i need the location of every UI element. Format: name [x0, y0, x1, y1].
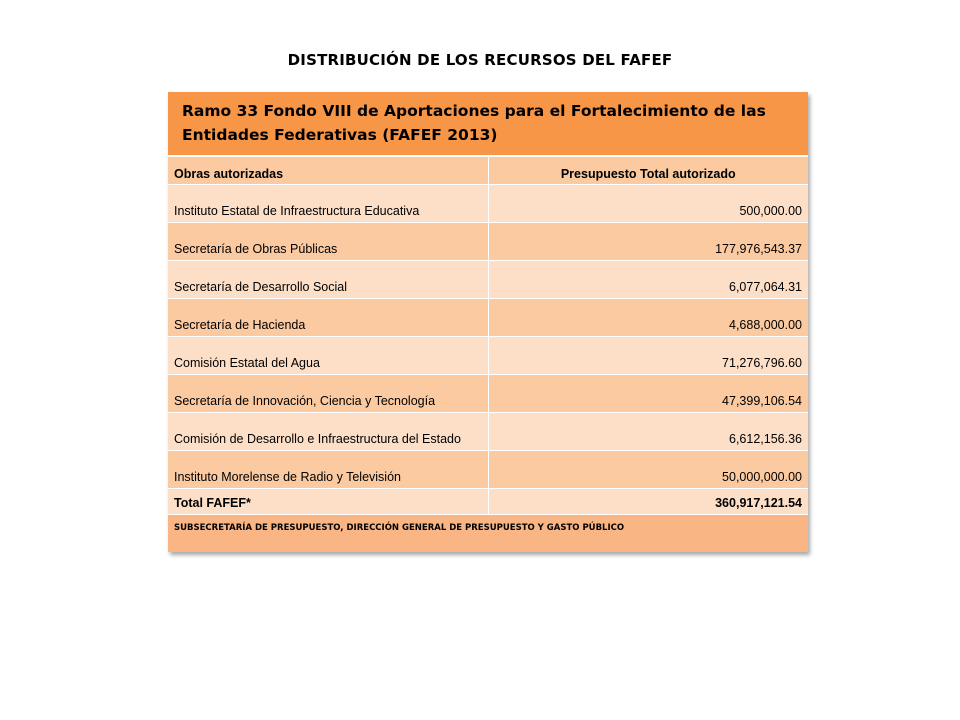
row-name: Secretaría de Innovación, Ciencia y Tecnología — [168, 374, 488, 412]
total-label: Total FAFEF* — [168, 488, 488, 514]
table-row — [168, 222, 808, 260]
row-amount: 177,976,543.37 — [488, 222, 808, 260]
row-name: Comisión de Desarrollo e Infraestructura del Estado — [168, 412, 488, 450]
budget-table — [168, 92, 808, 552]
row-amount: 47,399,106.54 — [488, 374, 808, 412]
table-row — [168, 298, 808, 336]
row-amount: 6,077,064.31 — [488, 260, 808, 298]
row-amount: 71,276,796.60 — [488, 336, 808, 374]
row-name: Instituto Estatal de Infraestructura Educativa — [168, 184, 488, 222]
table-row — [168, 374, 808, 412]
row-amount: 4,688,000.00 — [488, 298, 808, 336]
row-name: Instituto Morelense de Radio y Televisión — [168, 450, 488, 488]
total-amount: 360,917,121.54 — [488, 488, 808, 514]
page-title: DISTRIBUCIÓN DE LOS RECURSOS DEL FAFEF — [287, 51, 673, 69]
table-title: Ramo 33 Fondo VIII de Aportaciones para el Fortalecimiento de las Entidades Federativas (FAFEF 2013) — [168, 92, 808, 156]
table-row — [168, 184, 808, 222]
column-header-presupuesto: Presupuesto Total autorizado — [488, 156, 808, 184]
source-note: SUBSECRETARÍA DE PRESUPUESTO, DIRECCIÓN GENERAL DE PRESUPUESTO Y GASTO PÚBLICO — [168, 514, 808, 552]
budget-table-container — [168, 92, 808, 552]
row-amount: 500,000.00 — [488, 184, 808, 222]
column-header-row — [168, 156, 808, 184]
table-row — [168, 412, 808, 450]
source-row — [168, 514, 808, 552]
row-name: Secretaría de Hacienda — [168, 298, 488, 336]
table-row — [168, 450, 808, 488]
table-row — [168, 260, 808, 298]
table-row — [168, 336, 808, 374]
row-amount: 6,612,156.36 — [488, 412, 808, 450]
row-name: Secretaría de Obras Públicas — [168, 222, 488, 260]
row-name: Comisión Estatal del Agua — [168, 336, 488, 374]
table-title-row — [168, 92, 808, 156]
column-header-obras: Obras autorizadas — [168, 156, 488, 184]
row-name: Secretaría de Desarrollo Social — [168, 260, 488, 298]
row-amount: 50,000,000.00 — [488, 450, 808, 488]
total-row — [168, 488, 808, 514]
